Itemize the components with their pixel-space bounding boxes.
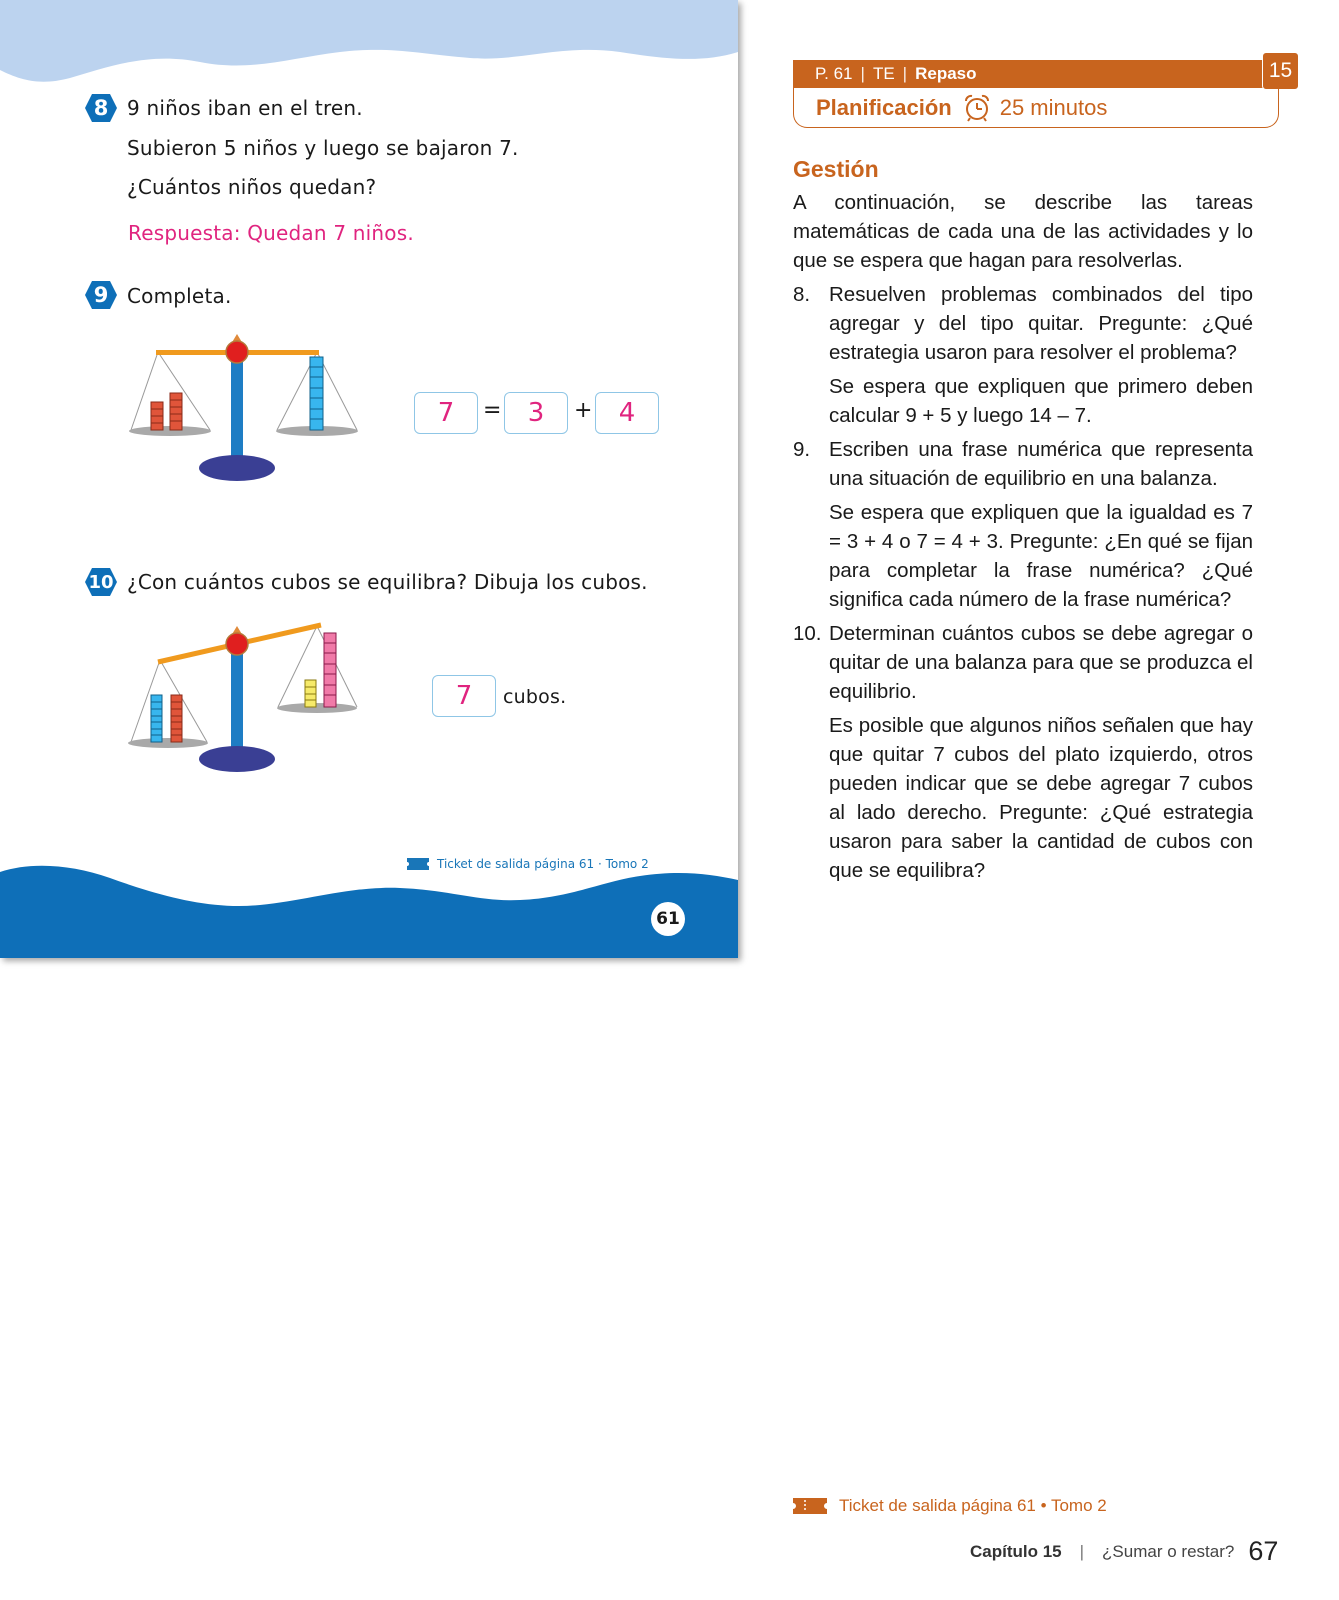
chapter-badge: 15 — [1262, 52, 1299, 90]
guide-item-10 — [793, 619, 1253, 885]
student-ticket-text: Ticket de salida página 61 · Tomo 2 — [437, 857, 649, 871]
cubes-answer-box[interactable]: 7 — [432, 675, 496, 717]
section-header-bar: P. 61 | TE | Repaso — [793, 60, 1264, 88]
planning-box — [793, 88, 1279, 128]
section-title: Gestión — [793, 156, 879, 182]
planning-time: 25 minutos — [999, 94, 1108, 120]
q10-prompt: ¿Con cuántos cubos se equilibra? Dibuja los cubos. — [127, 570, 648, 594]
question-9-badge: 9 — [84, 280, 118, 310]
guide-item-number: 8. — [793, 283, 811, 306]
equals-sign: = — [483, 398, 502, 423]
header-page-ref: P. 61 — [815, 64, 853, 83]
alarm-clock-icon — [962, 93, 992, 123]
guide-item-8 — [793, 280, 1253, 430]
equation-box-2[interactable]: 3 — [504, 392, 568, 434]
ticket-icon — [793, 1498, 827, 1514]
student-page — [0, 0, 738, 958]
student-page-number: 61 — [651, 902, 685, 936]
guide-ticket-text: Ticket de salida página 61 • Tomo 2 — [839, 1496, 1107, 1515]
q8-line-1: 9 niños iban en el tren. — [127, 96, 363, 120]
ticket-icon — [407, 858, 429, 870]
footer-page-number: 67 — [1248, 1536, 1279, 1566]
cubes-unit-label: cubos. — [503, 686, 567, 708]
q9-prompt: Completa. — [127, 284, 232, 308]
planning-title: Planificación — [816, 94, 952, 120]
student-ticket — [407, 857, 649, 871]
q8-line-2: Subieron 5 niños y luego se bajaron 7. — [127, 136, 519, 160]
footer-chapter: Capítulo 15 — [970, 1541, 1062, 1561]
equation-box-1[interactable]: 7 — [414, 392, 478, 434]
header-edition: TE — [872, 64, 895, 83]
q8-answer: Respuesta: Quedan 7 niños. — [128, 221, 414, 245]
guide-ticket — [793, 1496, 1107, 1516]
guide-item-text: Determinan cuántos cubos se debe agregar o quitar de una balanza para que se produzca el equilibrio. — [829, 622, 1253, 703]
plus-sign: + — [574, 398, 593, 423]
header-section: Repaso — [915, 64, 977, 83]
balance-scale-tilted — [125, 618, 365, 778]
top-wave-decoration — [0, 0, 738, 90]
guide-item-number: 9. — [793, 438, 811, 461]
guide-intro: A continuación, se describe las tareas matemáticas de cada una de las actividades y lo que se espera que hagan para resolverlas. — [793, 191, 1253, 272]
guide-item-detail: Se espera que expliquen que la igualdad es 7 = 3 + 4 o 7 = 4 + 3. Pregunte: ¿En qué se fijan para completar la frase numérica? ¿Qué significa cada número de la frase numérica? — [829, 501, 1253, 611]
guide-item-9 — [793, 435, 1253, 614]
guide-item-text: Resuelven problemas combinados del tipo agregar y del tipo quitar. Pregunte: ¿Qué estrategia usaron para resolver el problema? — [829, 283, 1253, 364]
question-8-badge: 8 — [84, 93, 118, 123]
guide-body — [793, 188, 1253, 885]
page-footer: Capítulo 15 | ¿Sumar o restar? 67 — [970, 1536, 1279, 1566]
balance-scale-equal — [125, 330, 365, 485]
q8-line-3: ¿Cuántos niños quedan? — [127, 175, 377, 199]
equation-box-3[interactable]: 4 — [595, 392, 659, 434]
guide-item-text: Escriben una frase numérica que representa una situación de equilibrio en una balanza. — [829, 438, 1253, 490]
guide-item-detail: Es posible que algunos niños señalen que hay que quitar 7 cubos del plato izquierdo, otros pueden indicar que se debe agregar 7 cubos al lado derecho. Pregunte: ¿Qué estrategia usaron para saber la cantidad de cubos con que se equilibra? — [829, 714, 1253, 882]
guide-item-detail: Se espera que expliquen que primero deben calcular 9 + 5 y luego 14 – 7. — [829, 375, 1253, 427]
footer-topic: ¿Sumar o restar? — [1102, 1541, 1235, 1561]
guide-item-number: 10. — [793, 622, 822, 645]
question-10-badge: 10 — [84, 567, 118, 597]
